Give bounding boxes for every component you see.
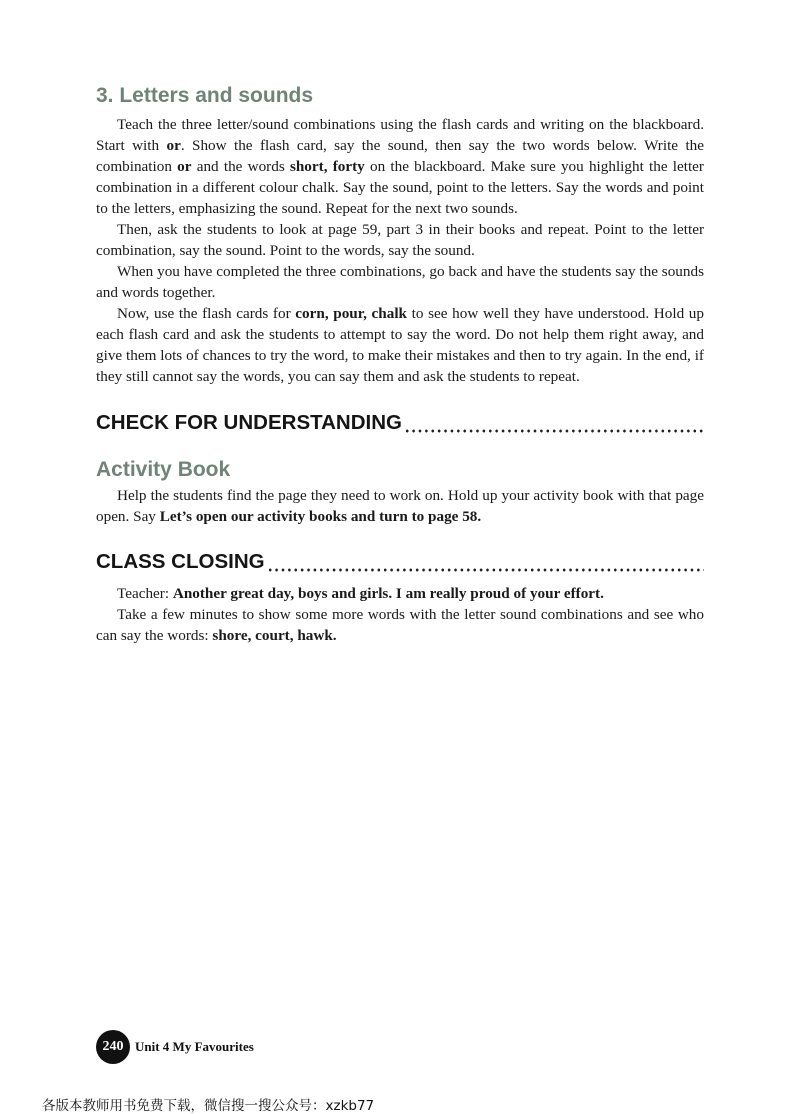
dotted-rule xyxy=(404,429,704,433)
text: Help the students find the page they need to work on. Hold up your activity book with that page open. Say xyxy=(96,487,704,525)
bold-text: or xyxy=(177,158,192,175)
page-number-badge: 240 xyxy=(96,1030,130,1064)
paragraph xyxy=(96,114,704,219)
text: Teach the three letter/sound combinations using the flash cards and writing on the blackboard. Start with xyxy=(96,116,704,154)
paragraph xyxy=(96,485,704,527)
subheading-activity-book: Activity Book xyxy=(96,458,231,481)
text: and the words xyxy=(191,158,290,175)
watermark-text: 各版本教师用书免费下载，微信搜一搜公众号：xzkb77 xyxy=(42,1098,375,1114)
section-heading-letters-and-sounds: 3. Letters and sounds xyxy=(96,84,314,107)
page-footer xyxy=(96,1030,254,1064)
section-header-check-for-understanding xyxy=(96,412,704,434)
text: . Show the flash card, say the sound, then say the two words below. Write the combination xyxy=(96,137,704,175)
paragraph: Then, ask the students to look at page 59, part 3 in their books and repeat. Point to the letter combination, say the sound. Point to the words, say the sound. xyxy=(96,221,704,259)
text: to see how well they have understood. Hold up each flash card and ask the students to attempt to say the word. Do not help them right away, and give them lots of chances to try the word, to make their mistakes and then to try again. In the end, if they still cannot say the words, you can say them and ask the students to repeat. xyxy=(96,305,704,385)
bold-text: Another great day, boys and girls. I am really proud of your effort. xyxy=(172,585,604,602)
bold-text: corn, pour, chalk xyxy=(295,305,407,322)
dotted-rule xyxy=(267,568,704,572)
text: Now, use the flash cards for xyxy=(117,305,296,322)
paragraph xyxy=(96,604,704,646)
section-title: CHECK FOR UNDERSTANDING xyxy=(96,411,402,434)
paragraph xyxy=(96,583,704,604)
bold-text: or xyxy=(166,137,181,154)
section-header-class-closing xyxy=(96,551,704,573)
unit-label: Unit 4 My Favourites xyxy=(135,1039,254,1054)
paragraph xyxy=(96,303,704,387)
text: Take a few minutes to show some more words with the letter sound combinations and see who can say the words: xyxy=(96,606,704,644)
bold-text: Let’s open our activity books and turn to page 58. xyxy=(159,508,482,525)
bold-text: short, forty xyxy=(289,158,365,175)
section-title: CLASS CLOSING xyxy=(96,550,265,573)
bold-text: shore, court, hawk. xyxy=(212,627,337,644)
page-content xyxy=(96,84,704,646)
text: Teacher: xyxy=(117,585,173,602)
text: on the blackboard. Make sure you highlight the letter combination in a different colour chalk. Say the sound, point to the letters. Say the words and point to the letters, emphasizing the sound. Repeat for the next two sounds. xyxy=(96,158,704,217)
paragraph: When you have completed the three combinations, go back and have the students say the sounds and words together. xyxy=(96,263,704,301)
